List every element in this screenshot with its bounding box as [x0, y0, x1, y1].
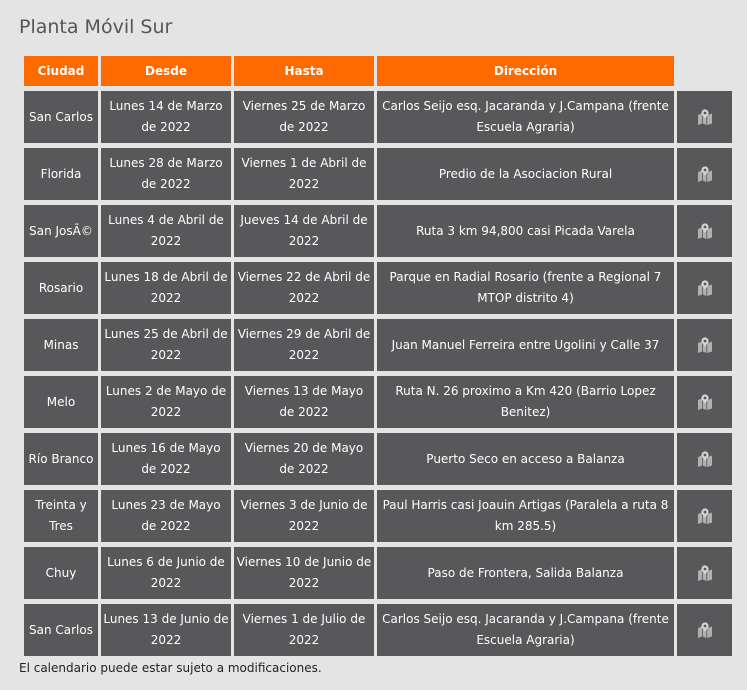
- table-row: [24, 148, 732, 200]
- to-date-cell: Viernes 20 de Mayo de 2022: [234, 433, 374, 485]
- address-cell: Ruta 3 km 94,800 casi Picada Varela: [377, 205, 674, 257]
- to-date-cell: Viernes 3 de Junio de 2022: [234, 490, 374, 542]
- city-cell: Minas: [24, 319, 98, 371]
- map-marker-icon: [697, 337, 713, 353]
- table-row: [24, 376, 732, 428]
- map-link-button[interactable]: [677, 91, 732, 143]
- map-marker-icon: [697, 622, 713, 638]
- city-cell: Chuy: [24, 547, 98, 599]
- from-date-cell: Lunes 6 de Junio de 2022: [101, 547, 231, 599]
- schedule-table: [21, 51, 735, 661]
- to-date-cell: Viernes 13 de Mayo de 2022: [234, 376, 374, 428]
- map-link-button[interactable]: [677, 433, 732, 485]
- address-cell: Paso de Frontera, Salida Balanza: [377, 547, 674, 599]
- city-cell: Melo: [24, 376, 98, 428]
- from-date-cell: Lunes 14 de Marzo de 2022: [101, 91, 231, 143]
- map-marker-icon: [697, 451, 713, 467]
- address-cell: Parque en Radial Rosario (frente a Regional 7 MTOP distrito 4): [377, 262, 674, 314]
- map-link-button[interactable]: [677, 547, 732, 599]
- address-cell: Puerto Seco en acceso a Balanza: [377, 433, 674, 485]
- table-row: [24, 319, 732, 371]
- from-date-cell: Lunes 28 de Marzo de 2022: [101, 148, 231, 200]
- map-link-button[interactable]: [677, 262, 732, 314]
- city-cell: Rosario: [24, 262, 98, 314]
- address-cell: Paul Harris casi Joauin Artigas (Paralela a ruta 8 km 285.5): [377, 490, 674, 542]
- map-marker-icon: [697, 109, 713, 125]
- city-cell: Treinta y Tres: [24, 490, 98, 542]
- map-link-button[interactable]: [677, 148, 732, 200]
- address-cell: Carlos Seijo esq. Jacaranda y J.Campana (frente Escuela Agraria): [377, 604, 674, 656]
- city-cell: San Carlos: [24, 604, 98, 656]
- city-cell: San JosÃ©: [24, 205, 98, 257]
- map-link-button[interactable]: [677, 604, 732, 656]
- from-date-cell: Lunes 23 de Mayo de 2022: [101, 490, 231, 542]
- footer-note: El calendario puede estar sujeto a modificaciones.: [19, 661, 322, 675]
- city-cell: San Carlos: [24, 91, 98, 143]
- from-date-cell: Lunes 2 de Mayo de 2022: [101, 376, 231, 428]
- header-address: Dirección: [377, 56, 674, 86]
- to-date-cell: Viernes 25 de Marzo de 2022: [234, 91, 374, 143]
- to-date-cell: Viernes 10 de Junio de 2022: [234, 547, 374, 599]
- city-cell: Florida: [24, 148, 98, 200]
- to-date-cell: Viernes 1 de Julio de 2022: [234, 604, 374, 656]
- from-date-cell: Lunes 25 de Abril de 2022: [101, 319, 231, 371]
- to-date-cell: Jueves 14 de Abril de 2022: [234, 205, 374, 257]
- to-date-cell: Viernes 1 de Abril de 2022: [234, 148, 374, 200]
- table-row: [24, 604, 732, 656]
- city-cell: Río Branco: [24, 433, 98, 485]
- table-row: [24, 547, 732, 599]
- from-date-cell: Lunes 16 de Mayo de 2022: [101, 433, 231, 485]
- from-date-cell: Lunes 13 de Junio de 2022: [101, 604, 231, 656]
- header-city: Ciudad: [24, 56, 98, 86]
- table-row: [24, 433, 732, 485]
- table-row: [24, 91, 732, 143]
- map-link-button[interactable]: [677, 205, 732, 257]
- map-link-button[interactable]: [677, 376, 732, 428]
- map-marker-icon: [697, 166, 713, 182]
- from-date-cell: Lunes 4 de Abril de 2022: [101, 205, 231, 257]
- table-row: [24, 262, 732, 314]
- table-body: [24, 91, 732, 656]
- map-marker-icon: [697, 280, 713, 296]
- header-from: Desde: [101, 56, 231, 86]
- table-header-row: [24, 56, 732, 86]
- header-to: Hasta: [234, 56, 374, 86]
- address-cell: Predio de la Asociacion Rural: [377, 148, 674, 200]
- to-date-cell: Viernes 29 de Abril de 2022: [234, 319, 374, 371]
- address-cell: Carlos Seijo esq. Jacaranda y J.Campana (frente Escuela Agraria): [377, 91, 674, 143]
- map-link-button[interactable]: [677, 490, 732, 542]
- table-row: [24, 490, 732, 542]
- address-cell: Ruta N. 26 proximo a Km 420 (Barrio Lopez Benitez): [377, 376, 674, 428]
- address-cell: Juan Manuel Ferreira entre Ugolini y Calle 37: [377, 319, 674, 371]
- map-marker-icon: [697, 565, 713, 581]
- map-marker-icon: [697, 508, 713, 524]
- map-marker-icon: [697, 394, 713, 410]
- page-title: Planta Móvil Sur: [19, 16, 173, 38]
- map-link-button[interactable]: [677, 319, 732, 371]
- to-date-cell: Viernes 22 de Abril de 2022: [234, 262, 374, 314]
- header-map-blank: [677, 56, 732, 86]
- table-row: [24, 205, 732, 257]
- map-marker-icon: [697, 223, 713, 239]
- from-date-cell: Lunes 18 de Abril de 2022: [101, 262, 231, 314]
